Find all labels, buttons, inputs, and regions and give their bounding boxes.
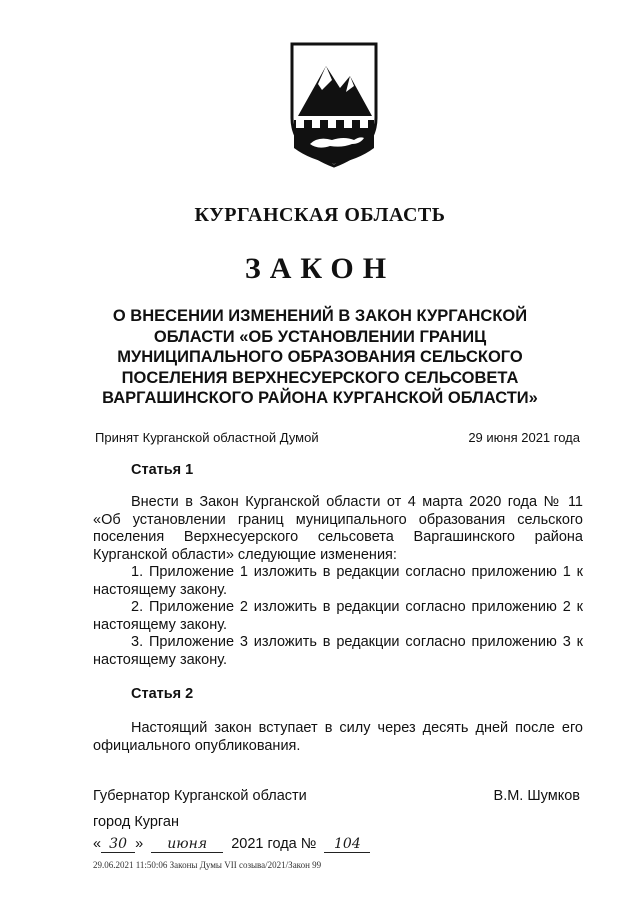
- law-title-line: ВАРГАШИНСКОГО РАЙОНА КУРГАНСКОЙ ОБЛАСТИ»: [102, 389, 538, 407]
- quote-open: «: [93, 836, 102, 852]
- adopted-by: Принят Курганской областной Думой: [95, 430, 319, 445]
- region-heading: КУРГАНСКАЯ ОБЛАСТЬ: [194, 204, 446, 226]
- article-1-intro: Внести в Закон Курганской области от 4 марта 2020 года № 11 «Об установлении границ муниципального образования сельского поселения Верхнесуерского сельсовета Варгашинского района Курганской области» следующие изменения:: [93, 494, 583, 563]
- article-2-text: Настоящий закон вступает в силу через десять дней после его официального опубликования.: [93, 720, 583, 754]
- article-1-item: 3. Приложение 3 изложить в редакции согласно приложению 3 к настоящему закону.: [93, 634, 583, 668]
- article-1-heading: Статья 1: [131, 462, 194, 478]
- article-1-item: 2. Приложение 2 изложить в редакции согласно приложению 2 к настоящему закону.: [93, 599, 583, 633]
- signatory-name: В.М. Шумков: [493, 788, 580, 804]
- law-title-line: ПОСЕЛЕНИЯ ВЕРХНЕСУЕРСКОГО СЕЛЬСОВЕТА: [121, 368, 519, 387]
- coat-of-arms-icon: [288, 40, 380, 170]
- coat-of-arms-emblem: [288, 40, 380, 170]
- law-title: [80, 306, 560, 409]
- quote-close: »: [135, 836, 144, 852]
- year-and-number-label: 2021 года №: [231, 836, 317, 852]
- handwritten-law-number: 104: [324, 836, 370, 853]
- handwritten-month: июня: [151, 836, 223, 853]
- handwritten-day: 30: [101, 836, 135, 853]
- footer-stamp: 29.06.2021 11:50:06 Законы Думы VII созыва/2021/Закон 99: [93, 860, 322, 870]
- city: город Курган: [93, 814, 179, 830]
- adopted-date: 29 июня 2021 года: [468, 430, 580, 445]
- article-2-body: [93, 720, 583, 755]
- document-type-heading: ЗАКОН: [244, 252, 396, 285]
- article-1-item: 1. Приложение 1 изложить в редакции согласно приложению 1 к настоящему закону.: [93, 564, 583, 598]
- law-title-line: О ВНЕСЕНИИ ИЗМЕНЕНИЙ В ЗАКОН КУРГАНСКОЙ: [112, 307, 528, 325]
- law-title-line: ОБЛАСТИ «ОБ УСТАНОВЛЕНИИ ГРАНИЦ: [153, 327, 487, 346]
- article-1-body: [93, 494, 583, 669]
- signing-date-line: [93, 836, 370, 853]
- law-title-line: МУНИЦИПАЛЬНОГО ОБРАЗОВАНИЯ СЕЛЬСКОГО: [117, 348, 523, 366]
- article-2-heading: Статья 2: [131, 686, 194, 702]
- signatory-position: Губернатор Курганской области: [93, 788, 307, 804]
